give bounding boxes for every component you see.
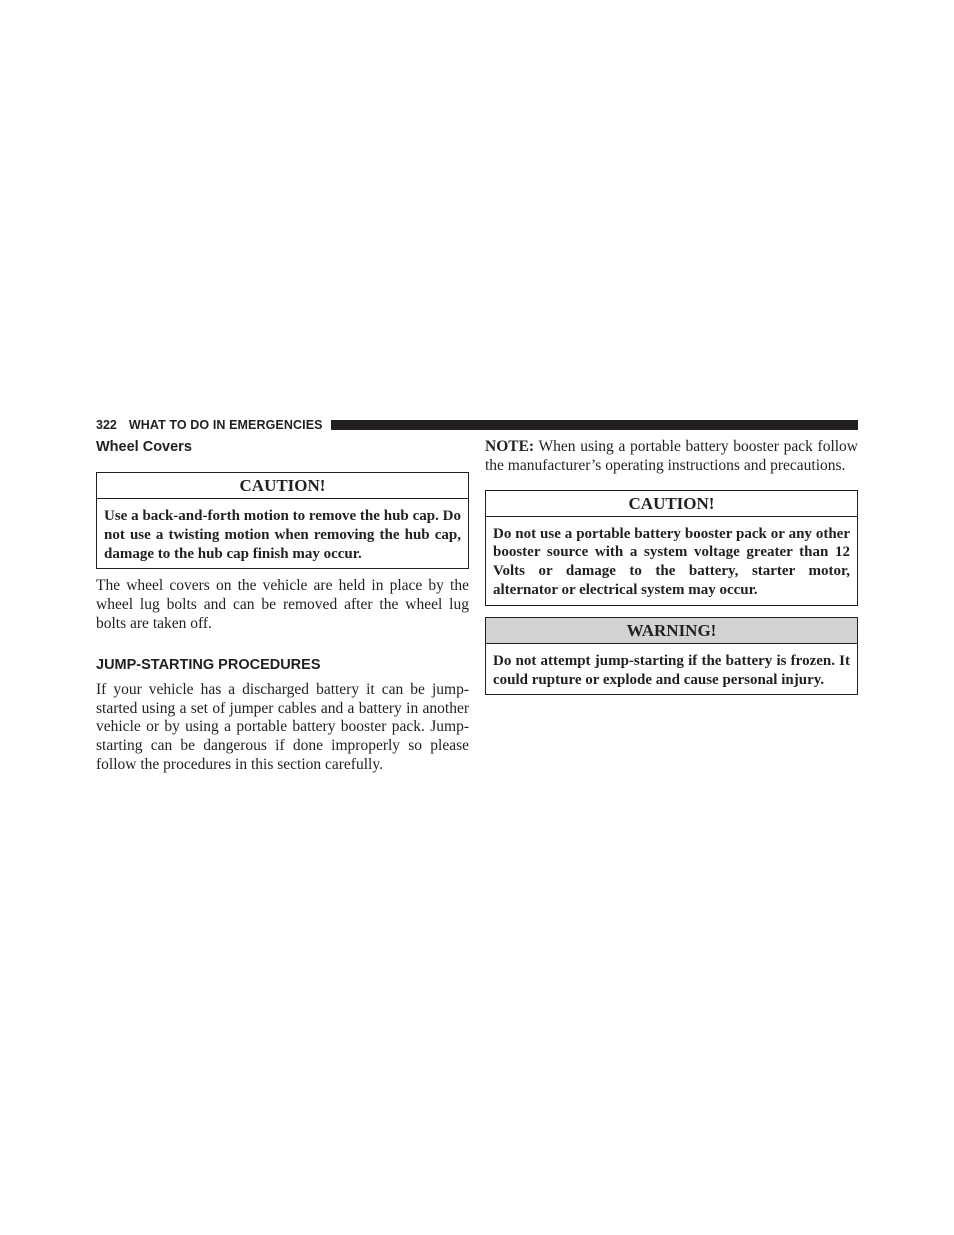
page-header <box>96 417 858 433</box>
note-paragraph <box>485 438 858 476</box>
warning-title: WARNING! <box>486 618 857 644</box>
warning-text: Do not attempt jump-starting if the battery is frozen. It could rupture or explode and cause personal injury. <box>493 652 850 688</box>
note-label: NOTE: <box>485 438 535 455</box>
booster-caution-box <box>485 490 858 606</box>
frozen-battery-warning-box <box>485 617 858 696</box>
caution-text: Use a back-and-forth motion to remove the hub cap. Do not use a twisting motion when removing the hub cap, damage to the hub cap finish may occur. <box>104 508 461 562</box>
right-column <box>485 437 858 695</box>
caution-text: Do not use a portable battery booster pack or any other booster source with a system voltage greater than 12 Volts or damage to the battery, starter motor, alternator or electrical system may occur. <box>493 525 850 598</box>
jump-starting-heading: JUMP-STARTING PROCEDURES <box>96 656 321 673</box>
section-title: WHAT TO DO IN EMERGENCIES <box>128 418 323 432</box>
wheel-covers-heading: Wheel Covers <box>96 439 192 455</box>
header-rule <box>331 420 858 430</box>
hub-cap-caution-box <box>96 472 469 569</box>
caution-title: CAUTION! <box>97 473 468 499</box>
page-number: 322 <box>96 418 117 432</box>
wheel-covers-paragraph: The wheel covers on the vehicle are held in place by the wheel lug bolts and can be removed after the wheel lug bolts are taken off. <box>96 577 469 632</box>
caution-title: CAUTION! <box>486 491 857 517</box>
jump-starting-paragraph: If your vehicle has a discharged battery it can be jump-started using a set of jumper cables and a battery in another vehicle or by using a portable battery booster pack. Jump-starting can be dangerous if done improperly so please follow the procedures in this section carefully. <box>96 680 469 773</box>
note-text: When using a portable battery booster pack follow the manufacturer’s operating instructions and precautions. <box>485 438 858 474</box>
left-column <box>96 437 469 775</box>
